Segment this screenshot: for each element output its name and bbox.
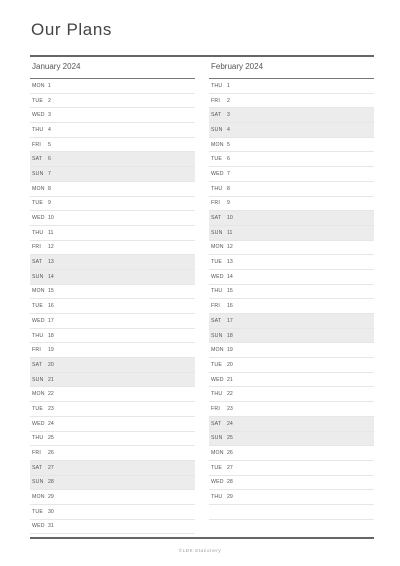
day-number: 8 (227, 185, 230, 192)
month-header: February 2024 (209, 58, 374, 79)
day-row[interactable] (30, 108, 195, 123)
day-row[interactable] (30, 123, 195, 138)
day-of-week-label: TUE (32, 200, 43, 207)
day-number: 18 (48, 332, 54, 339)
day-of-week-label: WED (211, 376, 224, 383)
day-row[interactable] (209, 387, 374, 402)
day-row[interactable] (30, 94, 195, 109)
day-number: 31 (48, 523, 54, 530)
day-number: 6 (227, 156, 230, 163)
day-row[interactable] (30, 417, 195, 432)
day-row[interactable] (209, 255, 374, 270)
day-row[interactable] (30, 255, 195, 270)
day-row[interactable] (209, 402, 374, 417)
day-number: 7 (227, 170, 230, 177)
day-number: 5 (227, 141, 230, 148)
day-row[interactable] (209, 182, 374, 197)
day-row[interactable] (209, 138, 374, 153)
day-number: 2 (227, 97, 230, 104)
day-of-week-label: SAT (32, 464, 43, 471)
day-of-week-label: MON (211, 347, 224, 354)
day-number: 1 (48, 82, 51, 89)
day-number: 26 (48, 450, 54, 457)
day-row[interactable] (209, 241, 374, 256)
day-number: 27 (227, 464, 233, 471)
day-row[interactable] (209, 211, 374, 226)
day-of-week-label: SUN (32, 273, 44, 280)
month-column-january (30, 58, 195, 534)
day-number: 8 (48, 185, 51, 192)
day-of-week-label: TUE (32, 303, 43, 310)
day-number: 22 (227, 391, 233, 398)
day-number: 27 (48, 464, 54, 471)
day-of-week-label: SUN (211, 126, 223, 133)
day-of-week-label: THU (211, 494, 223, 501)
day-row[interactable] (30, 79, 195, 94)
day-row[interactable] (30, 373, 195, 388)
day-number: 28 (227, 479, 233, 486)
day-row[interactable] (30, 432, 195, 447)
day-row[interactable] (30, 285, 195, 300)
day-row[interactable] (209, 79, 374, 94)
day-of-week-label: TUE (211, 259, 222, 266)
month-column-february (209, 58, 374, 520)
day-of-week-label: SAT (211, 317, 222, 324)
day-of-week-label: MON (211, 450, 224, 457)
day-number: 17 (227, 317, 233, 324)
day-number: 4 (48, 126, 51, 133)
day-of-week-label: WED (211, 273, 224, 280)
day-number: 26 (227, 450, 233, 457)
day-of-week-label: THU (211, 288, 223, 295)
day-of-week-label: FRI (211, 97, 220, 104)
day-of-week-label: MON (32, 391, 45, 398)
day-of-week-label: WED (32, 523, 45, 530)
day-number: 21 (227, 376, 233, 383)
day-of-week-label: TUE (211, 361, 222, 368)
day-row[interactable] (30, 358, 195, 373)
top-divider (30, 55, 374, 57)
day-of-week-label: FRI (211, 200, 220, 207)
day-row[interactable] (30, 138, 195, 153)
day-row[interactable] (30, 343, 195, 358)
day-of-week-label: SUN (211, 435, 223, 442)
day-row[interactable] (30, 270, 195, 285)
day-row[interactable] (30, 152, 195, 167)
day-row[interactable] (30, 211, 195, 226)
day-of-week-label: THU (211, 391, 223, 398)
day-list (30, 79, 195, 534)
day-number: 23 (48, 405, 54, 412)
day-of-week-label: SAT (32, 259, 43, 266)
day-of-week-label: FRI (32, 347, 41, 354)
day-number: 29 (227, 494, 233, 501)
day-number: 25 (227, 435, 233, 442)
day-number: 12 (227, 244, 233, 251)
day-row[interactable] (30, 182, 195, 197)
day-row[interactable] (209, 167, 374, 182)
day-of-week-label: FRI (32, 244, 41, 251)
day-of-week-label: MON (32, 494, 45, 501)
day-of-week-label: THU (32, 332, 44, 339)
day-number: 24 (48, 420, 54, 427)
day-number: 1 (227, 82, 230, 89)
day-of-week-label: WED (211, 170, 224, 177)
day-of-week-label: MON (32, 82, 45, 89)
footer-copyright: ©LDK Stationery (178, 548, 222, 553)
day-of-week-label: MON (32, 185, 45, 192)
day-row[interactable] (209, 226, 374, 241)
day-row[interactable] (209, 343, 374, 358)
day-row[interactable] (209, 299, 374, 314)
day-of-week-label: SAT (32, 361, 43, 368)
day-number: 13 (48, 259, 54, 266)
day-of-week-label: TUE (211, 464, 222, 471)
page-title: Our Plans (31, 20, 112, 39)
day-number: 13 (227, 259, 233, 266)
day-number: 14 (48, 273, 54, 280)
day-number: 20 (48, 361, 54, 368)
day-number: 3 (227, 112, 230, 119)
day-row[interactable] (30, 329, 195, 344)
day-number: 28 (48, 479, 54, 486)
day-row[interactable] (30, 446, 195, 461)
day-row[interactable] (30, 226, 195, 241)
day-row[interactable] (209, 94, 374, 109)
day-number: 11 (227, 229, 233, 236)
day-row[interactable] (30, 520, 195, 535)
day-row[interactable] (30, 387, 195, 402)
day-number: 22 (48, 391, 54, 398)
day-of-week-label: SUN (32, 170, 44, 177)
day-number: 10 (48, 215, 54, 222)
day-of-week-label: SAT (32, 156, 43, 163)
day-row[interactable] (209, 285, 374, 300)
day-number: 9 (48, 200, 51, 207)
day-of-week-label: WED (32, 215, 45, 222)
day-row[interactable] (209, 417, 374, 432)
day-row[interactable] (30, 241, 195, 256)
day-row[interactable] (209, 358, 374, 373)
day-row[interactable] (209, 505, 374, 520)
day-row[interactable] (30, 402, 195, 417)
day-of-week-label: FRI (211, 303, 220, 310)
day-of-week-label: THU (211, 185, 223, 192)
day-number: 15 (227, 288, 233, 295)
day-number: 5 (48, 141, 51, 148)
day-row[interactable] (30, 490, 195, 505)
day-row[interactable] (209, 373, 374, 388)
day-number: 15 (48, 288, 54, 295)
day-row[interactable] (30, 476, 195, 491)
day-number: 11 (48, 229, 54, 236)
day-row[interactable] (209, 152, 374, 167)
day-of-week-label: TUE (32, 97, 43, 104)
day-number: 25 (48, 435, 54, 442)
day-row[interactable] (30, 197, 195, 212)
day-number: 9 (227, 200, 230, 207)
day-row[interactable] (209, 476, 374, 491)
day-of-week-label: TUE (32, 508, 43, 515)
day-of-week-label: SAT (211, 215, 222, 222)
day-of-week-label: SAT (211, 420, 222, 427)
day-number: 14 (227, 273, 233, 280)
day-number: 2 (48, 97, 51, 104)
day-of-week-label: TUE (32, 405, 43, 412)
day-of-week-label: FRI (32, 450, 41, 457)
day-of-week-label: SAT (211, 112, 222, 119)
day-of-week-label: FRI (32, 141, 41, 148)
day-number: 19 (48, 347, 54, 354)
day-of-week-label: SUN (211, 229, 223, 236)
day-of-week-label: WED (32, 112, 45, 119)
day-row[interactable] (209, 490, 374, 505)
day-row[interactable] (30, 505, 195, 520)
day-number: 30 (48, 508, 54, 515)
day-row[interactable] (209, 123, 374, 138)
day-of-week-label: TUE (211, 156, 222, 163)
day-number: 20 (227, 361, 233, 368)
day-row[interactable] (209, 314, 374, 329)
day-row[interactable] (30, 461, 195, 476)
day-row[interactable] (30, 314, 195, 329)
day-number: 12 (48, 244, 54, 251)
day-number: 4 (227, 126, 230, 133)
day-of-week-label: THU (211, 82, 223, 89)
day-number: 16 (227, 303, 233, 310)
day-number: 24 (227, 420, 233, 427)
day-row[interactable] (209, 270, 374, 285)
day-row[interactable] (209, 461, 374, 476)
day-of-week-label: FRI (211, 405, 220, 412)
day-number: 23 (227, 405, 233, 412)
day-of-week-label: MON (211, 244, 224, 251)
day-number: 18 (227, 332, 233, 339)
day-of-week-label: THU (32, 126, 44, 133)
day-number: 3 (48, 112, 51, 119)
day-list (209, 79, 374, 520)
day-number: 6 (48, 156, 51, 163)
day-of-week-label: WED (211, 479, 224, 486)
day-of-week-label: WED (32, 420, 45, 427)
day-number: 19 (227, 347, 233, 354)
day-row[interactable] (209, 108, 374, 123)
day-of-week-label: THU (32, 229, 44, 236)
day-of-week-label: MON (32, 288, 45, 295)
day-row[interactable] (30, 299, 195, 314)
month-header: January 2024 (30, 58, 195, 79)
day-row[interactable] (209, 329, 374, 344)
day-of-week-label: SUN (211, 332, 223, 339)
day-row[interactable] (209, 432, 374, 447)
day-of-week-label: THU (32, 435, 44, 442)
day-of-week-label: MON (211, 141, 224, 148)
day-of-week-label: SUN (32, 479, 44, 486)
day-of-week-label: WED (32, 317, 45, 324)
day-number: 29 (48, 494, 54, 501)
day-number: 16 (48, 303, 54, 310)
day-number: 7 (48, 170, 51, 177)
day-of-week-label: SUN (32, 376, 44, 383)
day-row[interactable] (30, 167, 195, 182)
day-row[interactable] (209, 446, 374, 461)
day-number: 10 (227, 215, 233, 222)
day-number: 17 (48, 317, 54, 324)
bottom-divider (30, 537, 374, 539)
day-number: 21 (48, 376, 54, 383)
day-row[interactable] (209, 197, 374, 212)
